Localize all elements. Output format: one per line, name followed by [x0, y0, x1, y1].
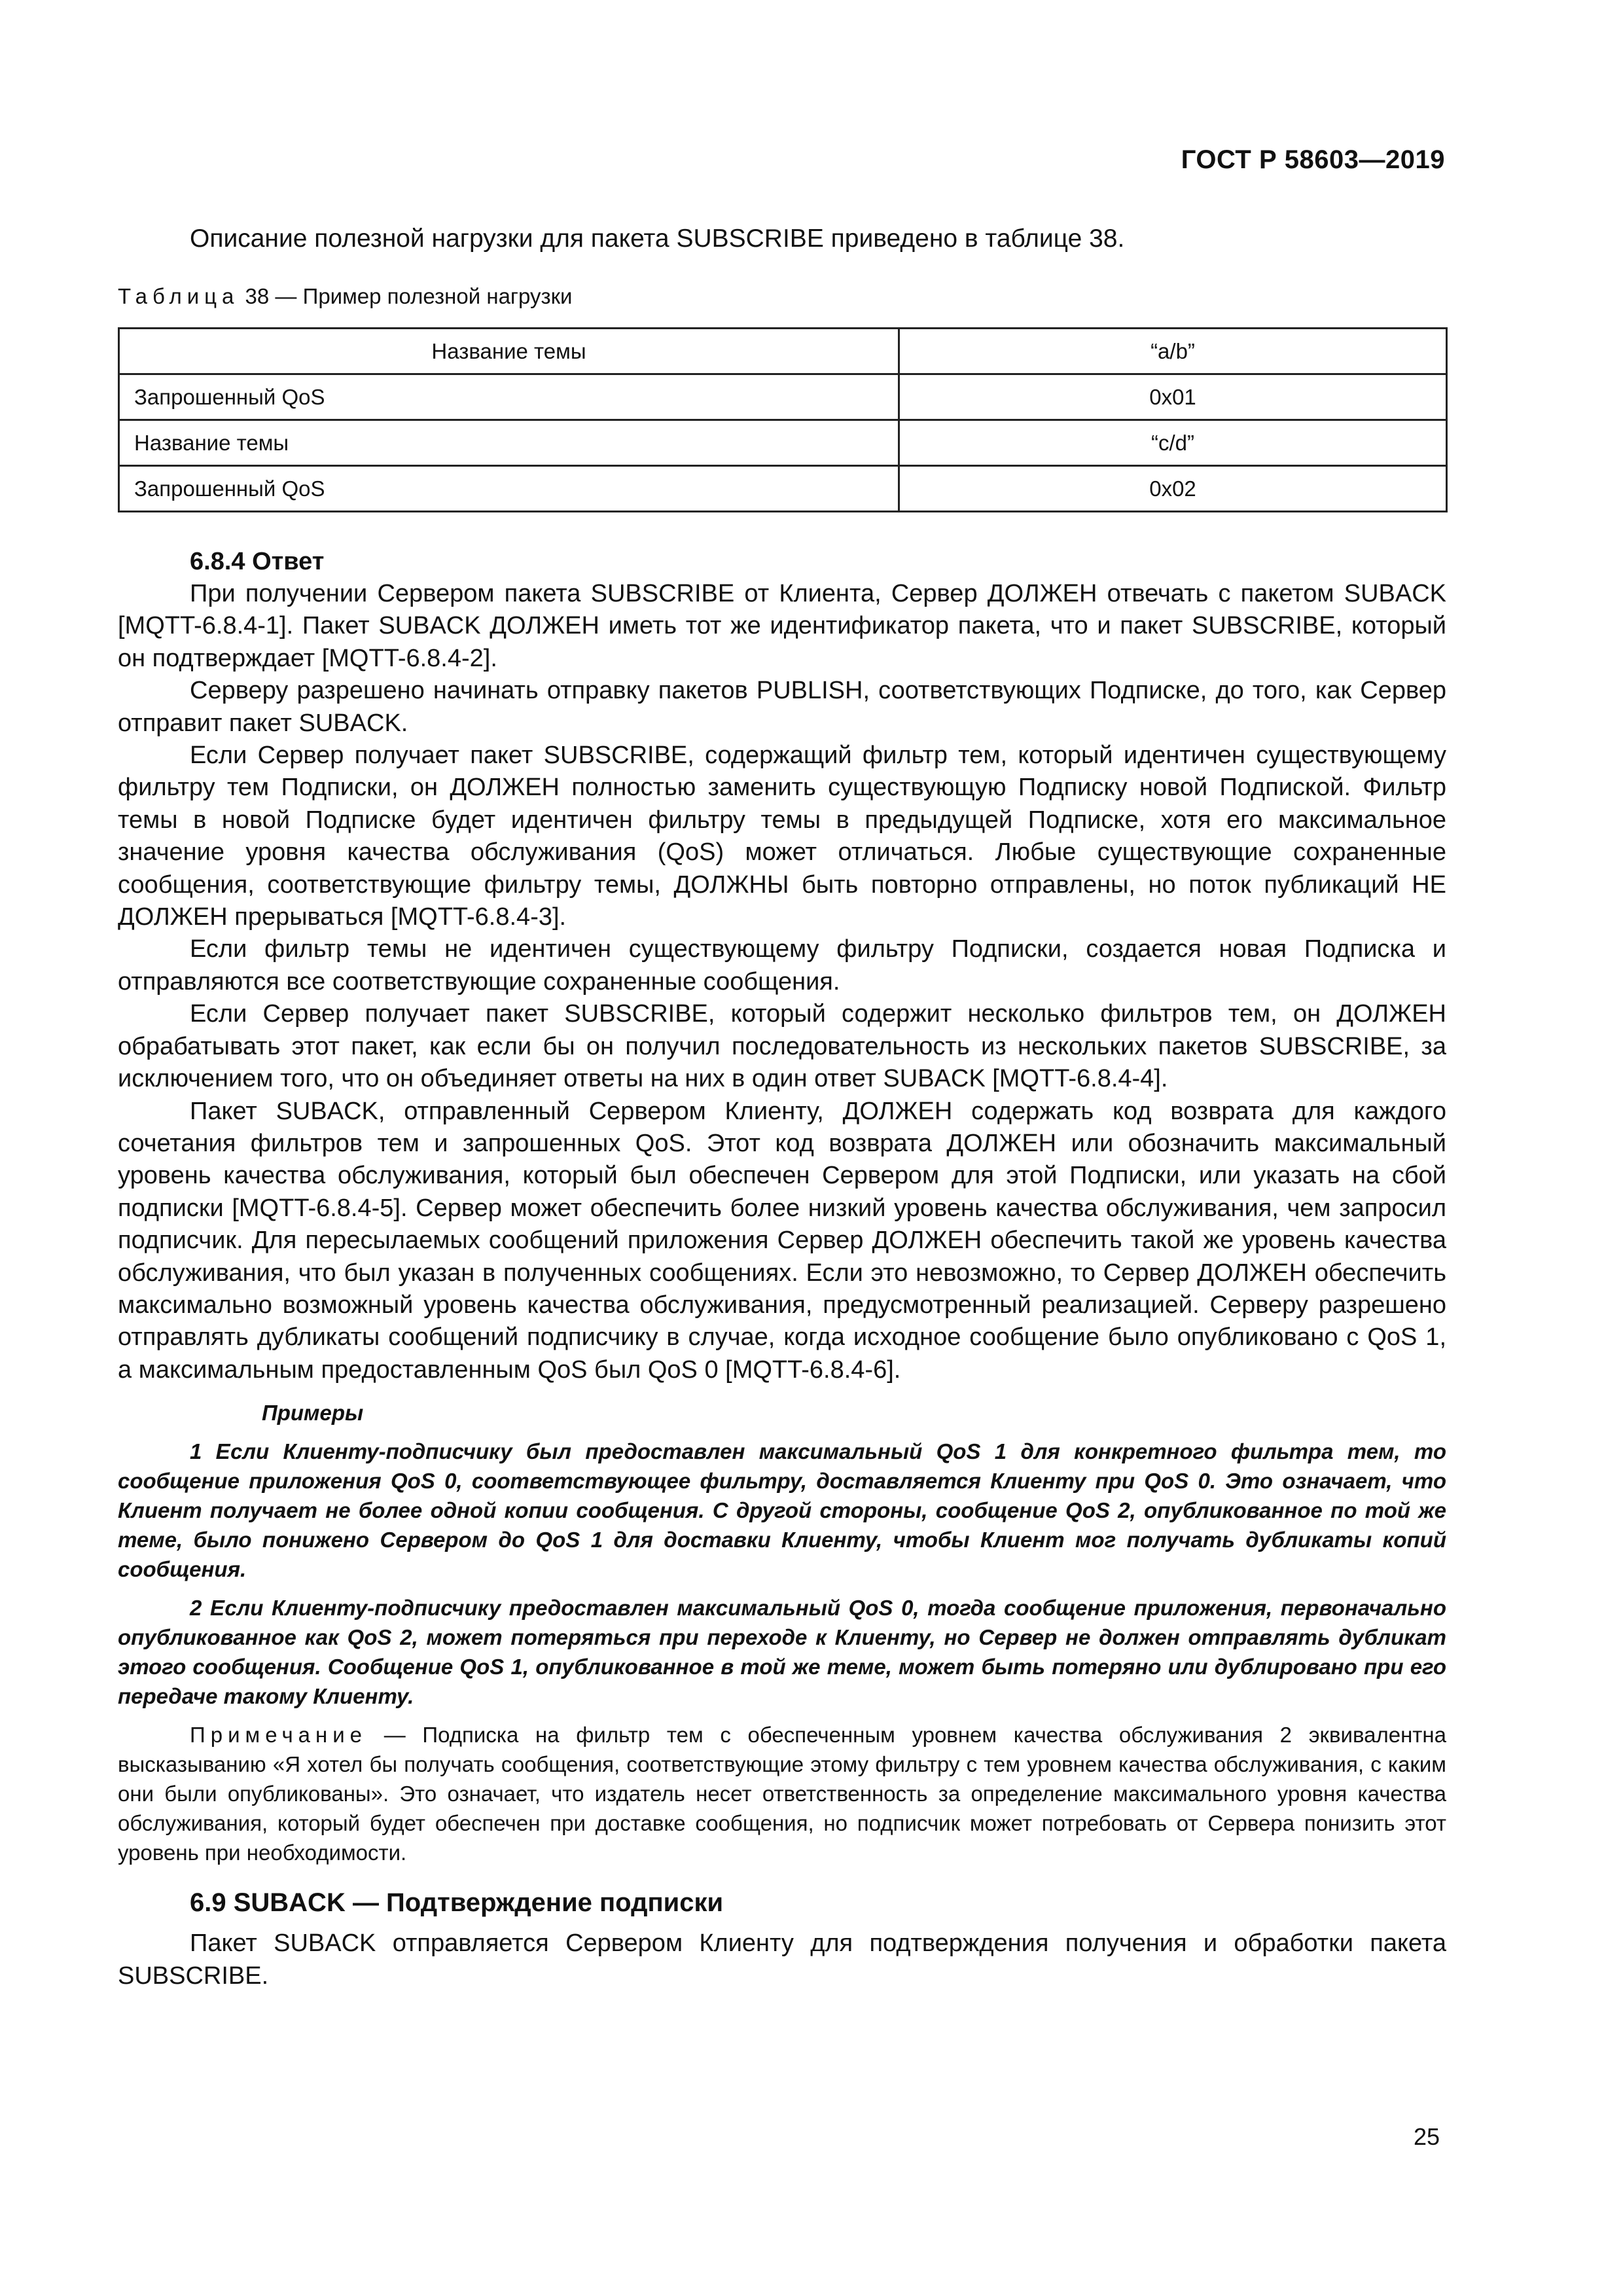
paragraph: Если Сервер получает пакет SUBSCRIBE, который содержит несколько фильтров тем, он ДОЛЖЕН обрабатывать этот пакет, как если бы он получил последовательность из нескольких пакетов SUBSCRIBE, за исключением того, что он объединяет ответы на них в один ответ SUBACK [MQTT-6.8.4-4]. — [118, 1000, 1446, 1093]
table-cell: Запрошенный QoS — [119, 466, 899, 512]
section-heading-6-8-4: 6.8.4 Ответ — [190, 548, 325, 575]
table-caption — [118, 284, 1446, 309]
note-paragraph — [118, 1720, 1446, 1867]
table-cell: 0x02 — [899, 466, 1447, 512]
note-block — [118, 1720, 1446, 1867]
note-label: Примечание — [190, 1723, 368, 1748]
table-cell: Название темы — [119, 420, 899, 466]
page-number: 25 — [1413, 2123, 1440, 2150]
examples-title: Примеры — [262, 1401, 364, 1426]
table-cell: 0x01 — [899, 374, 1447, 420]
note-text: — Подписка на фильтр тем с обеспеченным уровнем качества обслуживания 2 эквивалентна высказыванию «Я хотел бы получать сообщения, соответствующие этому фильтру с тем уровнем качества обслуживания, с каким они были опубликованы». Это означает, что издатель несет ответственность за определение максимального уровня качества обслуживания, который будет обеспечен при доставке сообщения, но подписчик может потребовать от Сервера понизить этот уровень при необходимости. — [118, 1723, 1446, 1865]
document-body — [118, 546, 1446, 1992]
example-item: 1 Если Клиенту-подписчику был предоставлен максимальный QoS 1 для конкретного фильтра тем, то сообщение приложения QoS 0, соответствующее фильтру, доставляется Клиенту при QoS 0. Это означает, что Клиент получает не более одной копии сообщения. С другой стороны, сообщение QoS 2, опубликованное по той же теме, было понижено Сервером до QoS 1 для доставки Клиенту, чтобы Клиент мог получать дубликаты копий сообщения. — [118, 1439, 1446, 1582]
paragraph: Пакет SUBACK отправляется Сервером Клиенту для подтверждения получения и обработки пакета SUBSCRIBE. — [118, 1929, 1446, 1990]
section-heading-6-9: 6.9 SUBACK — Подтверждение подписки — [190, 1888, 724, 1918]
table-caption-title: 38 — Пример полезной нагрузки — [239, 284, 573, 308]
paragraph: Если фильтр темы не идентичен существующему фильтру Подписки, создается новая Подписка и отправляются все соответствующие сохраненные сообщения. — [118, 935, 1446, 996]
table-cell: Название темы — [119, 329, 899, 374]
paragraph: Пакет SUBACK, отправленный Сервером Клиенту, ДОЛЖЕН содержать код возврата для каждого сочетания фильтров тем и запрошенных QoS. Этот код возврата ДОЛЖЕН или обозначить максимальный уровень качества обслуживания, который был обеспечен Сервером для этой Подписки, или указать на сбой подписки [MQTT-6.8.4-5]. Сервер может обеспечить более низкий уровень качества обслуживания, чем запросил подписчик. Для пересылаемых сообщений приложения Сервер ДОЛЖЕН обеспечить такой же уровень качества обслуживания, что был указан в полученных сообщениях. Если это невозможно, то Сервер ДОЛЖЕН обеспечить максимально возможный уровень качества обслуживания, предусмотренный реализацией. Серверу разрешено отправлять дубликаты сообщений подписчику в случае, когда исходное сообщение было опубликовано с QoS 1, а максимальным предоставленным QoS был QoS 0 [MQTT-6.8.4-6]. — [118, 1097, 1446, 1384]
table-cell: “a/b” — [899, 329, 1447, 374]
intro-paragraph: Описание полезной нагрузки для пакета SUBSCRIBE приведено в таблице 38. — [190, 224, 1125, 253]
examples-block — [118, 1398, 1446, 1711]
table-cell: “c/d” — [899, 420, 1447, 466]
example-item: 2 Если Клиенту-подписчику предоставлен максимальный QoS 0, тогда сообщение приложения, первоначально опубликованное как QoS 2, может потеряться при переходе к Клиенту, но Сервер не должен отправлять дубликат этого сообщения. Сообщение QoS 1, опубликованное в той же теме, может быть потеряно или дублировано при его передаче такому Клиенту. — [118, 1596, 1446, 1709]
paragraph: Серверу разрешено начинать отправку пакетов PUBLISH, соответствующих Подписке, до того, как Сервер отправит пакет SUBACK. — [118, 677, 1446, 737]
table-row — [119, 420, 1447, 466]
standard-designation: ГОСТ Р 58603—2019 — [1181, 145, 1445, 174]
table-header-row — [119, 329, 1447, 374]
table-caption-label: Таблица — [118, 284, 240, 308]
paragraph: При получении Сервером пакета SUBSCRIBE от Клиента, Сервер ДОЛЖЕН отвечать с пакетом SUBACK [MQTT-6.8.4-1]. Пакет SUBACK ДОЛЖЕН иметь тот же идентификатор пакета, что и пакет SUBSCRIBE, который он подтверждает [MQTT-6.8.4-2]. — [118, 580, 1446, 672]
table-row — [119, 466, 1447, 512]
payload-table — [118, 327, 1448, 512]
table-row — [119, 374, 1447, 420]
table-cell: Запрошенный QoS — [119, 374, 899, 420]
paragraph: Если Сервер получает пакет SUBSCRIBE, содержащий фильтр тем, который идентичен существующему фильтру тем Подписки, он ДОЛЖЕН полностью заменить существующую Подписку новой Подпиской. Фильтр темы в новой Подписке будет идентичен фильтру темы в предыдущей Подписке, хотя его максимальное значение уровня качества обслуживания (QoS) может отличаться. Любые существующие сохраненные сообщения, соответствующие фильтру темы, ДОЛЖНЫ быть повторно отправлены, но поток публикаций НЕ ДОЛЖЕН прерываться [MQTT-6.8.4-3]. — [118, 742, 1446, 931]
